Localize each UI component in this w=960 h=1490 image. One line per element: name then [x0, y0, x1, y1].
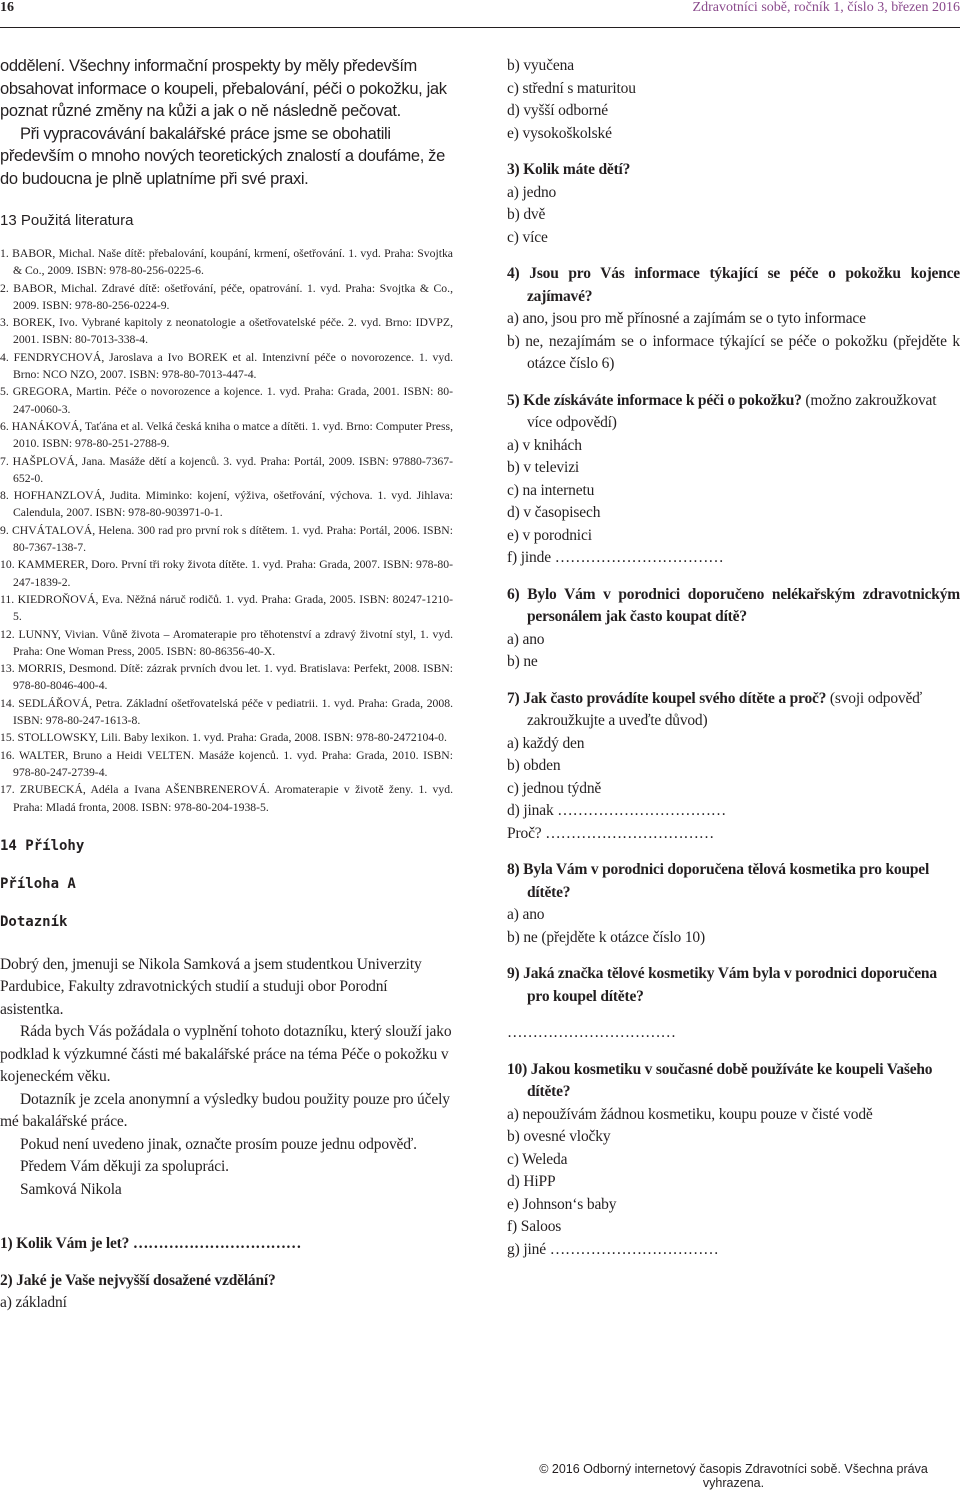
- intro-text: [0, 55, 453, 190]
- answer-list-q5: [507, 435, 960, 570]
- answer-option: b) v televizi: [507, 459, 580, 476]
- answer-option: a) ano: [507, 630, 545, 648]
- answer-option: a) základní: [0, 1294, 67, 1312]
- question-5-note: (možno zakroužkovat více odpovědí): [527, 391, 937, 431]
- answer-option: c) jednou týdně: [507, 779, 602, 797]
- answer-list-q2: [507, 55, 960, 145]
- answer-option: b) ne, nezajímám se o informace týkající se péče o pokožku (přejděte k otázce číslo 6): [507, 332, 960, 372]
- reference-item: 2. BABOR, Michal. Zdravé dítě: ošetřování, péče, opatrování. 1. vyd. Praha: Svojtka & Co., 2009. ISBN: 978-80-256-0224-9.: [0, 281, 453, 312]
- reference-item: 9. CHVÁTALOVÁ, Helena. 300 rad pro první rok s dítětem. 1. vyd. Praha: Portál, 2006. ISBN: 80-7367-138-7.: [0, 523, 453, 555]
- answer-option: c) střední s maturitou: [507, 79, 636, 97]
- reference-item: 15. STOLLOWSKY, Lili. Baby lexikon. 1. vyd. Praha: Grada, 2008. ISBN: 978-80-2472104-0.: [0, 731, 447, 745]
- question-7-note: (svoji odpověď zakroužkujte a uveďte důvod): [527, 689, 922, 729]
- reference-item: 13. MORRIS, Desmond. Dítě: zázrak prvních dvou let. 1. vyd. Bratislava: Perfekt, 2008. ISBN: 978-80-8046-400-4.: [0, 662, 453, 693]
- reference-item: 1. BABOR, Michal. Naše dítě: přebalování, koupání, krmení, ošetřování. 1. vyd. Praha: Svojtka & Co., 2009. ISBN: 978-80-256-0225-6.: [0, 247, 453, 278]
- reference-item: 14. SEDLÁŘOVÁ, Petra. Základní ošetřovatelská péče v pediatrii. 1. vyd. Praha: Grada, 2008. ISBN: 978-80-247-1613-8.: [0, 696, 453, 728]
- signature: Samková Nikola: [20, 1180, 122, 1198]
- left-column: [0, 55, 453, 1315]
- answer-option: g) jiné ……………………………: [507, 1240, 719, 1258]
- answer-option: d) HiPP: [507, 1173, 556, 1190]
- intro-paragraph: Ráda bych Vás požádala o vyplnění tohoto dotazníku, který slouží jako podklad k výzkumné části mé bakalářské práce na téma Péče o pokožku v kojeneckém věku.: [0, 1023, 452, 1086]
- answer-option: f) Saloos: [507, 1218, 562, 1235]
- intro-paragraph: Pokud není uvedeno jinak, označte prosím pouze jednu odpověď.: [20, 1135, 417, 1153]
- copyright-footer: © 2016 Odborný internetový časopis Zdravotníci sobě. Všechna práva vyhrazena.: [539, 1462, 928, 1490]
- answer-option: b) obden: [507, 757, 561, 774]
- answer-option: b) ovesné vločky: [507, 1128, 611, 1145]
- reference-item: 11. KIEDROŇOVÁ, Eva. Něžná náruč rodičů. 1. vyd. Praha: Grada, 2005. ISBN: 80247-1210-5.: [0, 592, 453, 624]
- answer-list-q4: [507, 308, 960, 376]
- page-number: 16: [0, 0, 14, 15]
- header-rule: [0, 27, 960, 28]
- answer-option: e) v porodnici: [507, 526, 592, 544]
- reference-item: 16. WALTER, Bruno a Heidi VELTEN. Masáže kojenců. 1. vyd. Praha: Grada, 2010. ISBN: 978-80-247-2739-4.: [0, 748, 453, 779]
- question-2: 2) Jaké je Vaše nejvyšší dosažené vzdělání?: [0, 1271, 276, 1289]
- section-heading-literature: 13 Použitá literatura: [0, 212, 134, 229]
- question-3: 3) Kolik máte dětí?: [507, 161, 631, 178]
- answer-option: b) ne (přejděte k otázce číslo 10): [507, 928, 706, 946]
- question-4: 4) Jsou pro Vás informace týkající se péče o pokožku kojence zajímavé?: [507, 265, 960, 305]
- right-column: [507, 55, 960, 1261]
- journal-title: Zdravotníci sobě, ročník 1, číslo 3, březen 2016: [692, 0, 960, 15]
- answer-option: e) Johnson‘s baby: [507, 1195, 617, 1213]
- answer-option: a) každý den: [507, 734, 585, 752]
- page-header: [0, 0, 960, 18]
- answer-option: a) jedno: [507, 183, 557, 201]
- question-5: [507, 390, 960, 435]
- intro-paragraph: Při vypracovávání bakalářské práce jsme se obohatili především o mnoho nových teoretických znalostí a doufáme, že do budoucna je plně uplatníme při své praxi.: [0, 124, 445, 188]
- answer-option: a) nepoužívám žádnou kosmetiku, koupu pouze v čisté vodě: [507, 1105, 873, 1123]
- question-6: 6) Bylo Vám v porodnici doporučeno nelékařským zdravotnickým personálem jak často koupat dítě?: [507, 585, 960, 625]
- answer-list-q3: [507, 182, 960, 250]
- question-8: 8) Byla Vám v porodnici doporučena tělová kosmetika pro koupel dítěte?: [507, 861, 930, 901]
- answer-list-q7: [507, 733, 960, 846]
- reference-item: 5. GREGORA, Martin. Péče o novorozence a kojence. 1. vyd. Praha: Grada, 2001. ISBN: 80-247-0060-3.: [0, 385, 453, 416]
- answer-list-q6: [507, 629, 960, 674]
- answer-option: e) vysokoškolské: [507, 124, 612, 142]
- reference-item: 6. HANÁKOVÁ, Taťána et al. Velká česká kniha o matce a dítěti. 1. vyd. Brno: Computer Press, 2010. ISBN: 978-80-251-2788-9.: [0, 419, 453, 451]
- answer-list-q8: [507, 904, 960, 949]
- answer-option: a) ano: [507, 906, 545, 923]
- section-heading-appendix: 14 Přílohy: [0, 837, 85, 854]
- reference-item: 3. BOREK, Ivo. Vybrané kapitoly z neonatologie a ošetřovatelské péče. 2. vyd. Brno: IDVPZ, 2001. ISBN: 80-7013-338-4.: [0, 316, 453, 347]
- answer-option: d) v časopisech: [507, 504, 601, 521]
- answer-option: c) více: [507, 228, 548, 246]
- reference-list: [0, 245, 453, 816]
- intro-paragraph: oddělení. Všechny informační prospekty by měly především obsahovat informace o koupeli, přebalování, péči o pokožku, jak poznat různé změny na kůži a jak o ně následně pečovat.: [0, 57, 447, 120]
- intro-paragraph: Dobrý den, jmenuji se Nikola Samková a jsem studentkou Univerzity Pardubice, Fakulty zdravotnických studií a studuji obor Porodní asistentka.: [0, 955, 422, 1018]
- appendix-subheading: Příloha A: [0, 875, 76, 892]
- reference-item: 17. ZRUBECKÁ, Adéla a Ivana AŠENBRENEROVÁ. Aromaterapie v životě ženy. 1. vyd. Praha: Mladá fronta, 2008. ISBN: 978-80-204-1938-5.: [0, 783, 453, 814]
- question-5-text: 5) Kde získáváte informace k péči o pokožku?: [507, 391, 802, 409]
- answer-option: c) Weleda: [507, 1150, 568, 1168]
- reference-item: 4. FENDRYCHOVÁ, Jaroslava a Ivo BOREK et al. Intenzivní péče o novorozence. 1. vyd. Brno: NCO NZO, 2007. ISBN: 978-80-7013-447-4.: [0, 350, 453, 382]
- reference-item: 7. HAŠPLOVÁ, Jana. Masáže dětí a kojenců. 3. vyd. Praha: Portál, 2009. ISBN: 97880-7367-652-0.: [0, 454, 453, 485]
- answer-line-q9: ……………………………: [507, 1024, 676, 1041]
- answer-option: d) jinak ……………………………: [507, 802, 727, 819]
- reference-item: 10. KAMMERER, Doro. První tři roky života dítěte. 1. vyd. Praha: Grada, 2007. ISBN: 978-80-247-1839-2.: [0, 558, 453, 589]
- question-9: 9) Jaká značka tělové kosmetiky Vám byla v porodnici doporučena pro koupel dítěte?: [507, 965, 937, 1005]
- answer-option: b) vyučena: [507, 57, 574, 74]
- answer-option: a) ano, jsou pro mě přínosné a zajímám se o tyto informace: [507, 310, 866, 327]
- questionnaire-intro: [0, 954, 453, 1202]
- answer-option: b) ne: [507, 653, 538, 670]
- questionnaire-title: Dotazník: [0, 913, 68, 930]
- answer-option: d) vyšší odborné: [507, 102, 608, 119]
- intro-paragraph: Dotazník je zcela anonymní a výsledky budou použity pouze pro účely mé bakalářské práce.: [0, 1090, 450, 1131]
- reference-item: 8. HOFHANZLOVÁ, Judita. Miminko: kojení, výživa, ošetřování, výchova. 1. vyd. Jihlava: Calendula, 2007. ISBN: 978-80-903971-0-1.: [0, 489, 453, 520]
- question-1: 1) Kolik Vám je let? ……………………………: [0, 1235, 302, 1253]
- answer-option: f) jinde ……………………………: [507, 549, 724, 566]
- intro-paragraph: Předem Vám děkuji za spolupráci.: [20, 1158, 229, 1176]
- question-10: 10) Jakou kosmetiku v současné době používáte ke koupeli Vašeho dítěte?: [507, 1060, 933, 1100]
- answer-list-q10: [507, 1104, 960, 1262]
- answer-option: c) na internetu: [507, 481, 595, 499]
- answer-option: b) dvě: [507, 206, 546, 223]
- question-7-text: 7) Jak často provádíte koupel svého dítěte a proč?: [507, 689, 827, 707]
- answer-option: a) v knihách: [507, 436, 582, 454]
- question-7: [507, 688, 960, 733]
- reference-item: 12. LUNNY, Vivian. Vůně života – Aromaterapie pro těhotenství a zdravý životní styl, 1. vyd. Praha: One Woman Press, 2005. ISBN: 80-86356-40-X.: [0, 627, 453, 658]
- answer-option: Proč? ……………………………: [507, 824, 715, 842]
